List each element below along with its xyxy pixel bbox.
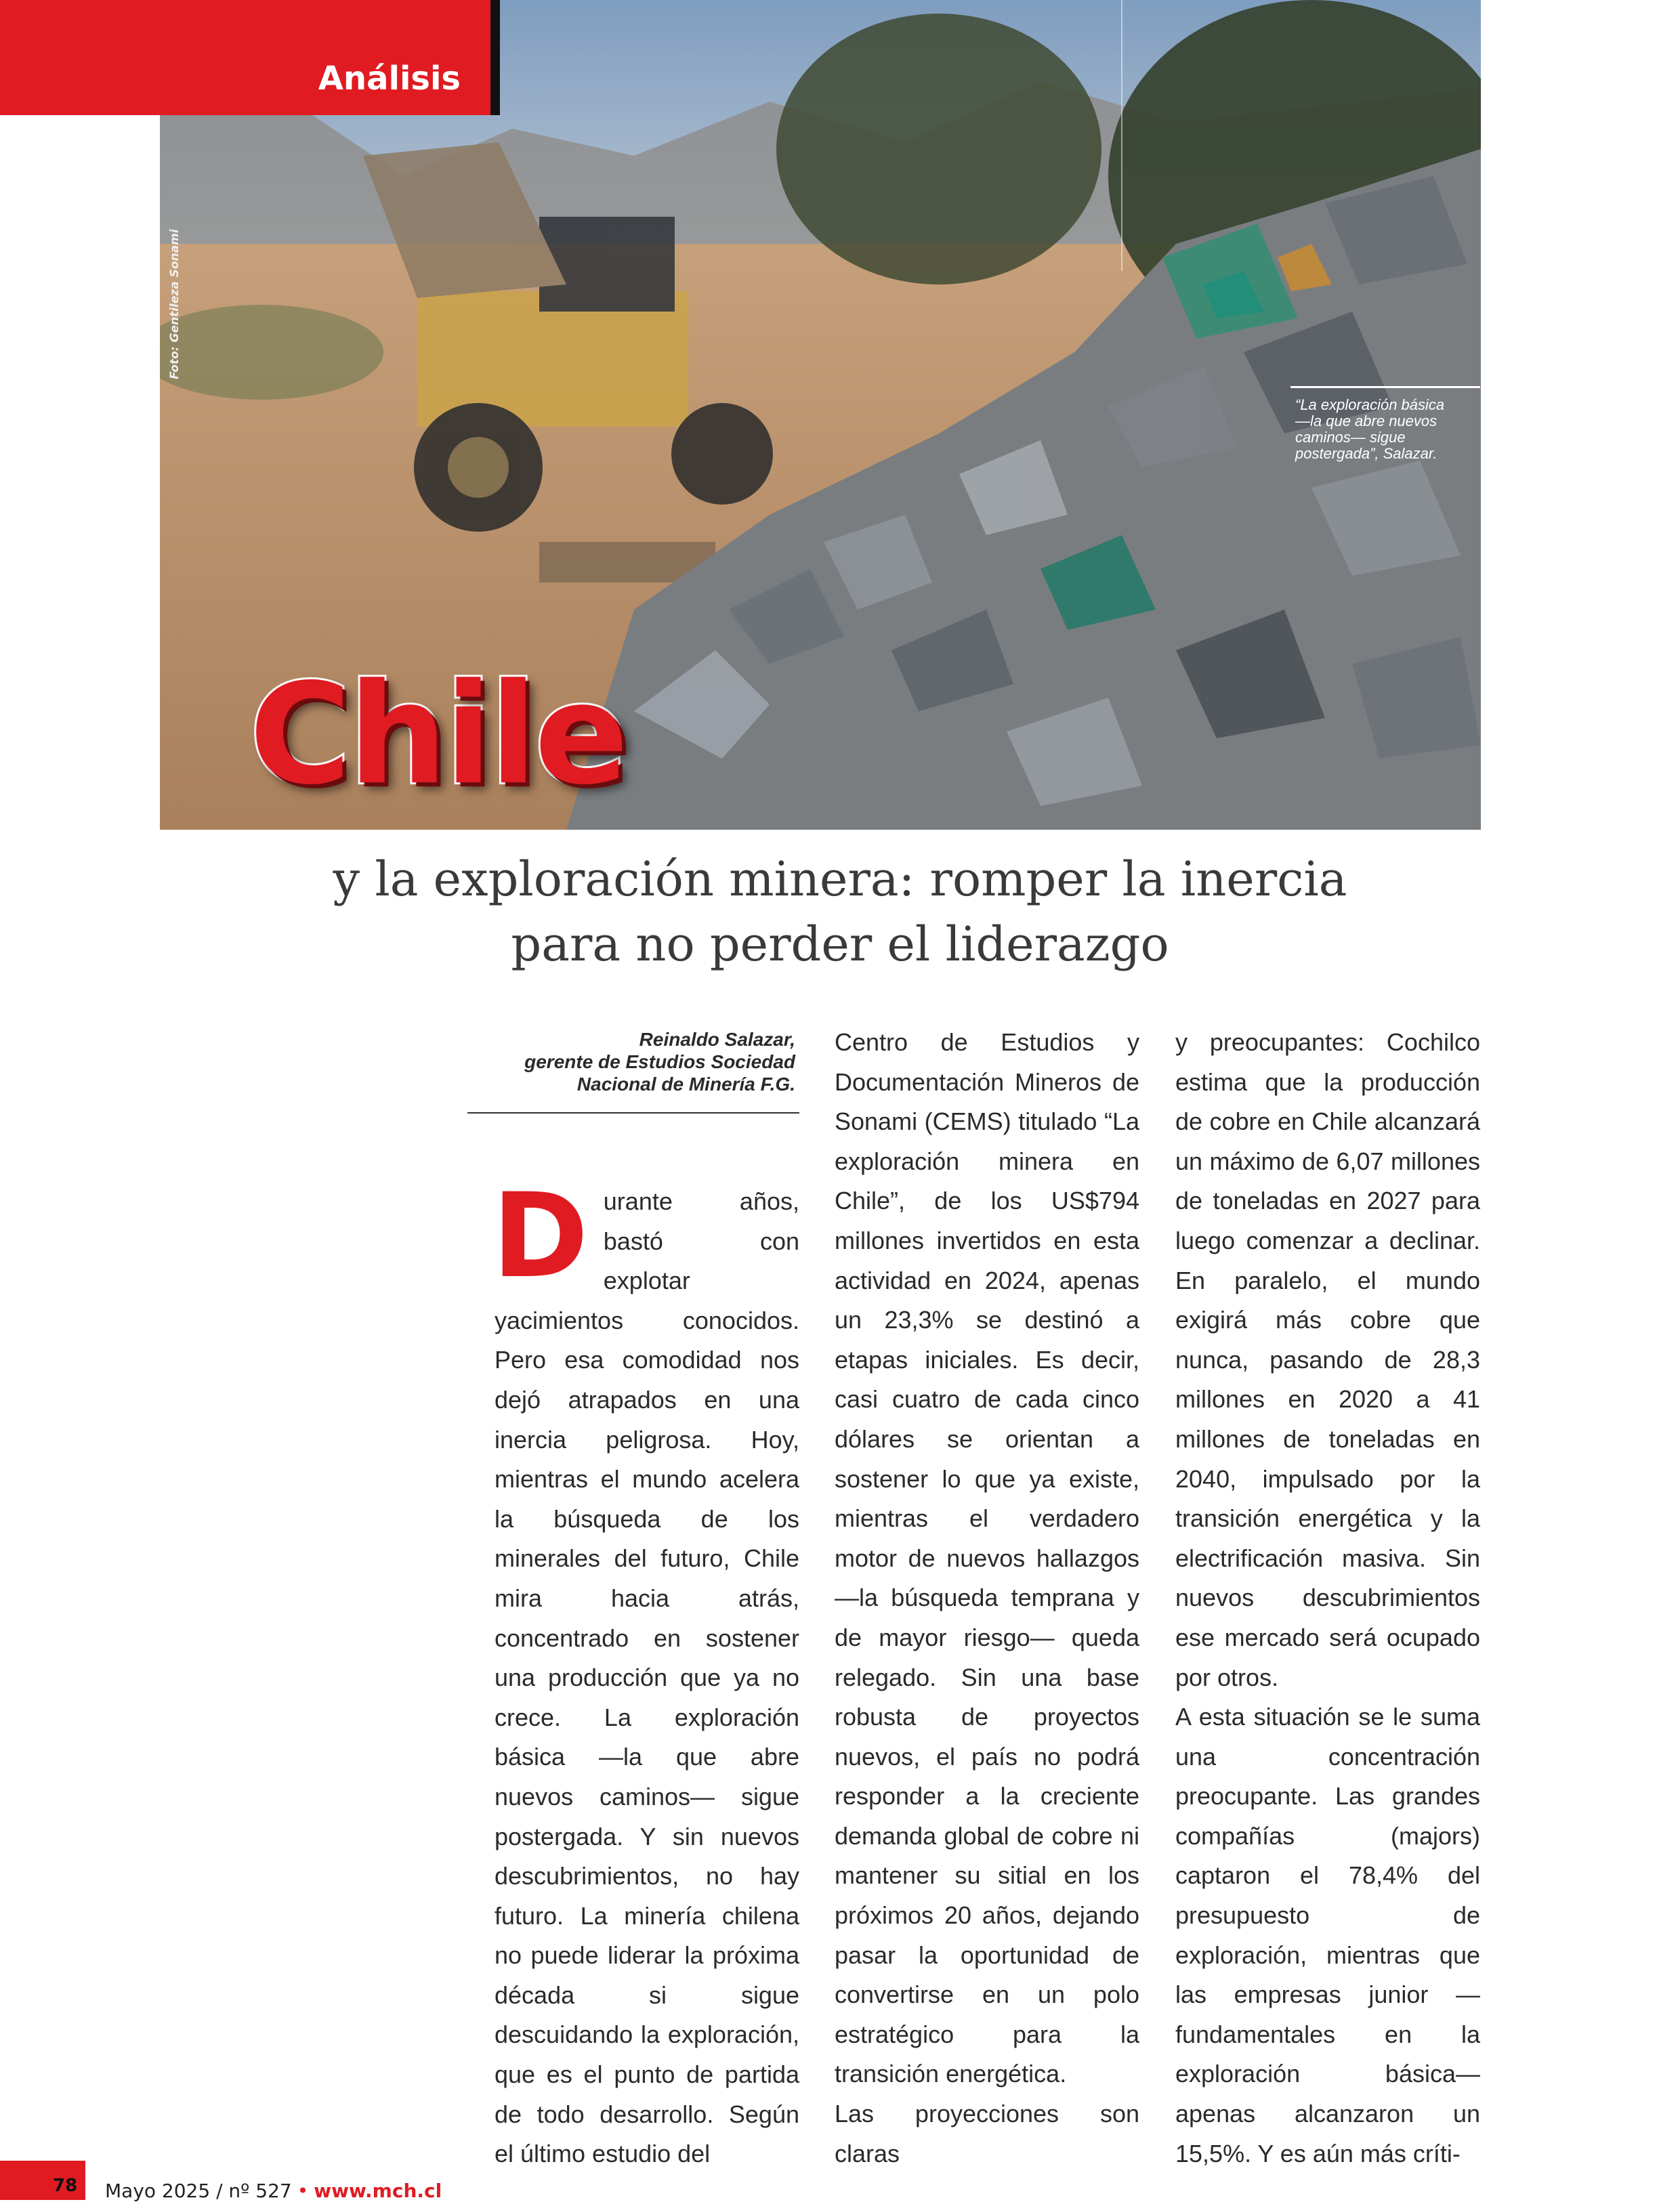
section-tag	[0, 0, 500, 115]
paragraph-3: Las proyecciones son claras	[835, 2100, 1139, 2167]
subtitle-line-2: para no perder el liderazgo	[511, 916, 1169, 972]
byline-role-1: gerente de Estudios Sociedad	[524, 1051, 795, 1072]
article-column-2	[835, 1023, 1139, 2174]
article-column-3	[1175, 1023, 1480, 2174]
article-column-1	[492, 1168, 799, 2174]
byline-divider	[467, 1112, 799, 1114]
drop-cap: D	[492, 1168, 589, 1304]
page-number-tab	[0, 2161, 85, 2200]
photo-credit: Foto: Gentileza Sonami	[168, 229, 182, 379]
website-link[interactable]: www.mch.cl	[314, 2180, 442, 2202]
photo-caption: “La exploración básica —la que abre nuevos caminos— sigue postergada”, Salazar.	[1295, 396, 1445, 462]
paragraph-4: y preocupantes: Cochilco estima que la producción de cobre en Chile alcanzará un máximo de 6,07 millones de toneladas en 2027 para luego comenzar a declinar. En paralelo, el mundo exigirá más cobre que nunca, pasando de 28,3 millones en 2020 a 41 millones de toneladas en 2040, impulsado por la transición energética y la electrificación masiva. Sin nuevos descubrimientos ese mercado será ocupado por otros.	[1175, 1028, 1480, 1691]
byline-name: Reinaldo Salazar,	[639, 1029, 795, 1050]
section-label: Análisis	[318, 60, 461, 98]
footer	[105, 2180, 442, 2202]
article-subtitle	[203, 847, 1477, 977]
issue-info: Mayo 2025 / nº 527	[105, 2180, 292, 2202]
paragraph-5: A esta situación se le suma una concentración preocupante. Las grandes compañías (majors) captaron el 78,4% del presupuesto de exploración, mientras que las empresas junior —fundamentales en la exploración básica— apenas alcanzaron un 15,5%. Y es aún más críti-	[1175, 1703, 1480, 2167]
byline-role-2: Nacional de Minería F.G.	[576, 1074, 795, 1095]
caption-rule	[1290, 386, 1480, 388]
article-title: Chile	[249, 654, 626, 816]
byline	[467, 1028, 795, 1095]
page-number: 78	[53, 2176, 78, 2196]
paragraph-2: Centro de Estudios y Documentación Mineros de Sonami (CEMS) titulado “La exploración minera en Chile”, de los US$794 millones invertidos en esta actividad en 2024, apenas un 23,3% se destinó a etapas iniciales. Es decir, casi cuatro de cada cinco dólares se orientan a sostener lo que ya existe, mientras el verdadero motor de nuevos hallazgos —la búsqueda temprana y de mayor riesgo— queda relegado. Sin una base robusta de proyectos nuevos, el país no podrá responder a la creciente demanda global de cobre ni mantener su sitial en los próximos 20 años, dejando pasar la oportunidad de convertirse en un polo estratégico para la transición energética.	[835, 1028, 1139, 2088]
subtitle-line-1: y la exploración minera: romper la inercia	[333, 851, 1347, 907]
footer-separator: •	[297, 2180, 309, 2202]
col1-text: urante años, bastó con explotar yacimientos conocidos. Pero esa comodidad nos dejó atrapados en una inercia peligrosa. Hoy, mientras el mundo acelera la búsqueda de los minerales del futuro, Chile mira hacia atrás, concentrado en sostener una producción que ya no crece. La exploración básica —la que abre nuevos caminos— sigue postergada. Y sin nuevos descubrimientos, no hay futuro. La minería chilena no puede liderar la próxima década si sigue descuidando la exploración, que es el punto de partida de todo desarrollo. Según el último estudio del	[495, 1187, 799, 2168]
paragraph-1	[492, 1168, 799, 2174]
